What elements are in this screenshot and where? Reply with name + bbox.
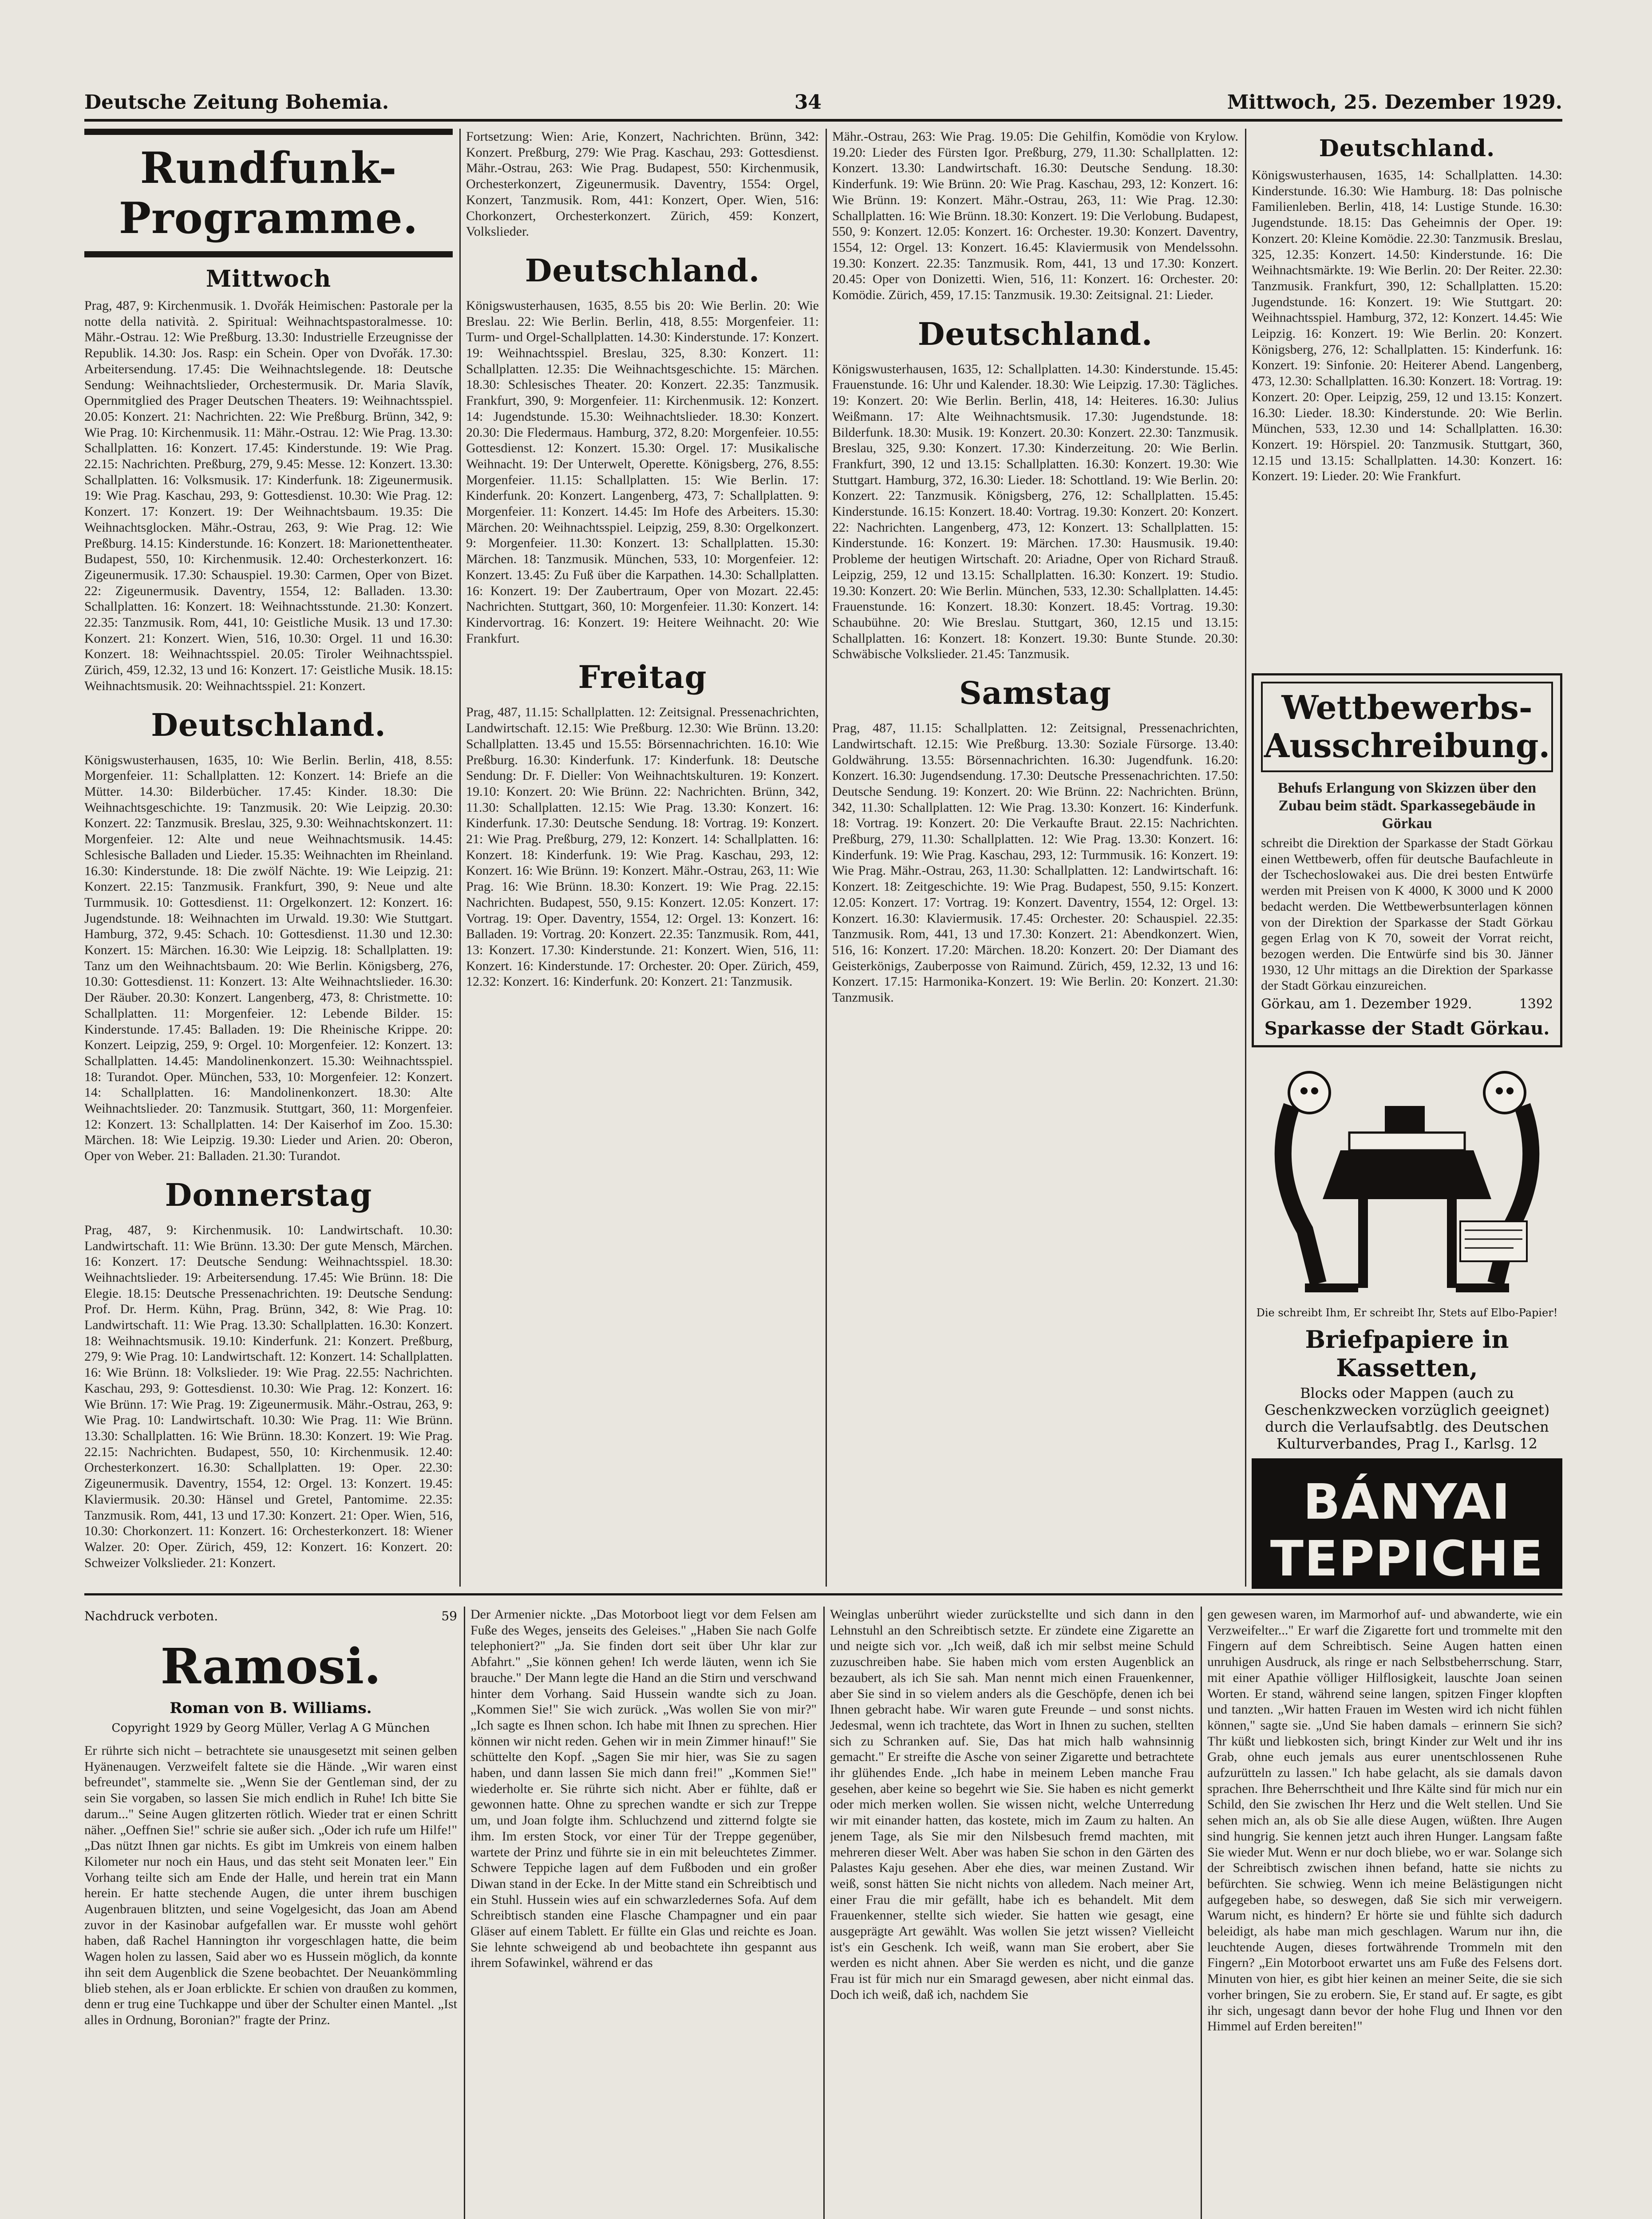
stationery-text: Blocks oder Mappen (auch zu Geschenkzwecken vorzüglich geeignet) durch die Verlaufsabtlg. des Deutschen Kulturverbandes, Prag I., Karlsg. 12 <box>1264 1385 1550 1453</box>
desk-figures-image <box>1252 1053 1562 1301</box>
header-rule <box>84 119 1562 122</box>
advertisement-subtitle: Behufs Erlangung von Skizzen über den Zubau beim städt. Sparkassegebäude in Görkau <box>1277 780 1537 832</box>
novel-copyright: Copyright 1929 by Georg Müller, Verlag A G München <box>111 1722 430 1735</box>
programme-banner: Rundfunk-Programme. <box>84 129 453 257</box>
column-divider <box>826 129 827 1587</box>
column-divider <box>1201 1607 1202 2219</box>
programme-text: Königswusterhausen, 1635, 10: Wie Berlin. Berlin, 418, 8.55: Morgenfeier. 11: Schallplatten. 12: Konzert. 14: Briefe an die Mütter. 14.30: Bilderbücher. 17.45: Kinder. 18.30: Die Weihnachtsgeschichte. 19: Tanzmusik. 20: Wie Leipzig. 20.30: Konzert. 22: Tanzmusik. Breslau, 325, 9.30: Weihnachtskonzert. 11: Morgenfeier. 12: Alte und neue Weihnachtsmusik. 14.45: Schlesische Balladen und Lieder. 15.35: Weihnachten im Rheinland. 16.30: Kinderstunde. 18: Die zwölf Nächte. 19: Wie Leipzig. 21: Konzert. 22.15: Tanzmusik. Frankfurt, 390, 9: Neue und alte Turmmusik. 10: Gottesdienst. 11: Orgelkonzert. 12: Konzert. 16: Jugendstunde. 18: Weihnachten im Urwald. 19.30: Wie Stuttgart. Hamburg, 372, 9.45: Schach. 10: Gottesdienst. 11.30 und 12.30: Konzert. 15: Märchen. 16.30: Wie Leipzig. 18: Schallplatten. 19: Tanz um den Weihnachtsbaum. 20: Wie Berlin. Königsberg, 276, 10.30: Gottesdienst. 11: Konzert. 13: Alte Weihnachtslieder. 16.30: Der Räuber. 20.30: Konzert. Langenberg, 473, 8: Christmette. 10: Schallplatten. 11: Morgenfeier. 12: Lebende Bilder. 15: Kinderstunde. 17.45: Balladen. 19: Die Rheinische Krippe. 20: Konzert. Leipzig, 259, 9: Orgel. 10: Morgenfeier. 12: Konzert. 13: Schallplatten. 14.45: Mandolinenkonzert. 15.30: Weihnachtsspiel. 18: Turandot. Oper. München, 533, 10: Morgenfeier. 12: Konzert. 14: Schallplatten. 16: Mandolinenkonzert. 18.30: Alte Weihnachtslieder. 20: Tanzmusik. Stuttgart, 360, 11: Morgenfeier. 12: Konzert. 13: Schallplatten. 14: Der Kaiserhof im Zoo. 15.30: Märchen. 18: Wie Leipzig. 19.30: Lieder und Arien. 20: Oberon, Oper von Weber. 21: Balladen. 21.30: Turandot. <box>84 752 453 1164</box>
novel-column-3 <box>830 1607 1194 2219</box>
programme-text: Prag, 487, 9: Kirchenmusik. 1. Dvořák Heimischen: Pastorale per la notte della natività. 2. Spiritual: Weihnachtspastoralmesse. 10: Mähr.-Ostrau. 12: Wie Preßburg. 13.30: Industrielle Erzeugnisse der Republik. 14.30: Jos. Rasp: ein Schein. Oper von Dvořák. 17.30: Arbeitersendung. 17.45: Die Weihnachtslegende. 18: Deutsche Sendung: Weihnachtslieder, Orchestermusik. Dr. Maria Slavík, Opernmitglied des Prager Deutschen Theaters. 19: Weihnachtsspiel. 20.05: Konzert. 21: Nachrichten. 22: Wie Preßburg. Brünn, 342, 9: Wie Prag. 10: Kirchenmusik. 11: Mähr.-Ostrau. 12: Wie Prag. 13.30: Schallplatten. 16: Konzert. 17.45: Kinderstunde. 19: Wie Prag. 22.15: Nachrichten. Preßburg, 279, 9.45: Messe. 12: Konzert. 13.30: Schallplatten. 16: Volksmusik. 17: Kinderfunk. 18: Zigeunermusik. 19: Wie Prag. Kaschau, 293, 9: Gottesdienst. 10.30: Wie Prag. 12: Konzert. 17: Konzert. 19: Der Weihnachtsbaum. 19.35: Die Weihnachtsglocken. Mähr.-Ostrau, 263, 9: Wie Prag. 12: Wie Preßburg. 14.15: Kinderstunde. 16: Konzert. 18: Marionettentheater. Budapest, 550, 10: Kirchenmusik. 12.40: Orchesterkonzert. 16: Zigeunermusik. 17.30: Schauspiel. 19.30: Carmen, Oper von Bizet. 22: Zigeunermusik. Daventry, 1554, 12: Balladen. 13.30: Schallplatten. 16: Konzert. 18: Weihnachtsstunde. 21.30: Konzert. 22.35: Tanzmusik. Rom, 441, 10: Geistliche Musik. 13 und 17.30: Konzert. 21: Konzert. Wien, 516, 10.30: Orgel. 11 und 16.30: Konzert. 18: Weihnachtsspiel. 20.05: Tiroler Weihnachtsspiel. Zürich, 459, 12.32, 13 und 16: Konzert. 17: Geistliche Musik. 18.15: Weihnachtsmusik. 20: Weihnachtsspiel. 21: Konzert. <box>84 298 453 693</box>
programme-column-2 <box>466 129 819 1589</box>
competition-advertisement <box>1252 673 1562 1047</box>
advertisement-body: schreibt die Direktion der Sparkasse der Stadt Görkau einen Wettbewerb, offen für deutsche Baufachleute in der Tschechoslowakei aus. Die drei besten Entwürfe werden mit Preisen von K 4000, K 3000 und K 2000 bedacht werden. Die Wettbewerbsunterlagen können von der Direktion der Sparkasse der Stadt Görkau gegen Erlag von K 70, soweit der Vorrat reicht, bezogen werden. Die Entwürfe sind bis 30. Jänner 1930, 12 Uhr mittags an die Direktion der Sparkasse der Stadt Görkau einzureichen. <box>1261 836 1553 993</box>
advertisement-place-date: Görkau, am 1. Dezember 1929. <box>1261 996 1472 1012</box>
programme-text: Mähr.-Ostrau, 263: Wie Prag. 19.05: Die Gehilfin, Komödie von Krylow. 19.20: Lieder des Fürsten Igor. Preßburg, 279, 11.30: Schallplatten. 12: Konzert. 13.30: Landwirtschaft. 16.30: Deutsche Sendung. 18.30: Kinderfunk. 19: Wie Brünn. 20: Wie Prag. Kaschau, 293, 12: Konzert. 16: Wie Brünn. 19: Konzert. Mähr.-Ostrau, 263, 11: Wie Prag. 12.30: Schallplatten. 16: Wie Brünn. 18.30: Konzert. 19: Die Verlobung. Budapest, 550, 9: Konzert. 12.05: Konzert. 16: Orchester. 19.30: Konzert. Daventry, 1554, 12: Orgel. 13: Konzert. 16.45: Klaviermusik von Mendelssohn. 19.30: Konzert. 22.35: Tanzmusik. Rom, 441, 13 und 17.30: Konzert. 20.45: Oper von Donizetti. Wien, 516, 11: Konzert. 16: Orchester. 20: Komödie. Zürich, 459, 17.15: Tanzmusik. 19.30: Zeitsignal. 21: Lieder. <box>832 129 1238 303</box>
programme-block <box>1252 167 1562 664</box>
page-number: 34 <box>794 91 822 114</box>
issue-date: Mittwoch, 25. Dezember 1929. <box>1227 91 1562 114</box>
programme-text: Prag, 487, 11.15: Schallplatten. 12: Zeitsignal, Pressenachrichten, Landwirtschaft. 12.15: Wie Preßburg. 13.30: Soziale Fürsorge. 13.40: Goldwährung. 13.55: Börsennachrichten. 16.30: Jugendfunk. 16.20: Konzert. 16.30: Jugendsendung. 17.30: Deutsche Pressenachrichten. 17.50: Deutsche Sendung. 19: Konzert. 20: Wie Brünn. 22: Nachrichten. Brünn, 342, 11.30: Schallplatten. 12: Wie Prag. 13.30: Konzert. 16: Kinderfunk. 18: Vortrag. 19: Konzert. 20: Die Verkaufte Braut. 22.15: Nachrichten. Preßburg, 279, 11.30: Schallplatten. 12: Wie Prag. 13.30: Konzert. 16: Kinderfunk. 19: Wie Prag. Kaschau, 293, 12: Turmmusik. 16: Konzert. 19: Wie Prag. Mähr.-Ostrau, 263, 11.30: Schallplatten. 12: Landwirtschaft. 16: Konzert. 18: Zeitgeschichte. 19: Wie Prag. Budapest, 550, 9.15: Konzert. 12.05: Konzert. 17: Vortrag. 19: Konzert. Daventry, 1554, 12: Orgel. 13: Konzert. 16.30: Klaviermusik. 17.45: Orchester. 20: Schauspiel. 22.35: Tanzmusik. Rom, 441, 13 und 17.30: Konzert. 21: Abendkonzert. Wien, 516, 16: Konzert. 17.20: Märchen. 18.20: Konzert. 20: Der Diamant des Geisterkönigs, Zauberposse von Raimund. Zürich, 459, 12.32, 13 und 16: Konzert. 17.15: Harmonika-Konzert. 19: Wie Berlin. 20: Konzert. 21.30: Tanzmusik. <box>832 721 1238 1005</box>
column-divider <box>464 1607 465 2219</box>
novel-title: Ramosi. <box>160 1638 381 1695</box>
programme-text: Königswusterhausen, 1635, 14: Schallplatten. 14.30: Kinderstunde. 16.30: Wie Hamburg. 18: Das polnische Familienleben. Berlin, 418, 14: Lustige Stunde. 16.30: Jugendstunde. 18.15: Das Geheimnis der Oper. 19: Konzert. 20: Kleine Komödie. 22.30: Tanzmusik. Breslau, 325, 12.35: Konzert. 14.50: Kinderstunde. 16: Die Weihnachtsmärkte. 19: Wie Berlin. 20: Der Reiter. 22.30: Tanzmusik. Frankfurt, 390, 12: Schallplatten. 15.20: Jugendstunde. 16: Konzert. 19: Wie Stuttgart. 20: Weihnachtsspiel. Hamburg, 372, 12: Konzert. 14.45: Wie Leipzig. 16: Konzert. 19: Wie Berlin. 20: Konzert. Königsberg, 276, 12: Schallplatten. 15: Kinderfunk. 16: Konzert. 19: Sinfonie. 20: Heiterer Abend. Langenberg, 473, 12.30: Schallplatten. 16.30: Konzert. 18: Vortrag. 19: Konzert. 20: Oper. Leipzig, 259, 12 und 13.15: Konzert. 16.30: Lieder. 18.30: Kinderstunde. 20: Wie Berlin. München, 533, 12.30 und 14: Schallplatten. 16.30: Konzert. 19: Hörspiel. 20: Tanzmusik. Stuttgart, 360, 12.15 und 13.15: Schallplatten. 14.30: Konzert. 16: Konzert. 19: Lieder. 20: Wie Frankfurt. <box>1252 168 1562 484</box>
country-heading: Deutschland. <box>151 706 386 743</box>
novel-column-4 <box>1207 1607 1562 2219</box>
advertisement-title: Wettbewerbs-Ausschreibung. <box>1261 682 1553 772</box>
programme-column-4 <box>1252 129 1562 1589</box>
novel-text: Er rührte sich nicht – betrachtete sie unausgesetzt mit seinen gelben Hyänenaugen. Verzweifelt faltete sie die Hände. „Wir waren einst befreundet", stammelte sie. „Wenn Sie der Gentleman sind, der zu sein Sie vorgaben, so lassen Sie mich endlich in Ruhe! Ich bitte Sie darum..." Seine Augen glitzerten rötlich. Wieder trat er einen Schritt näher. „Oeffnen Sie!" schrie sie außer sich. „Oder ich rufe um Hilfe!" „Das nützt Ihnen gar nichts. Es gibt im Umkreis von einem halben Kilometer nur noch ein Haus, und das steht seit Monaten leer." Ein Vorhang teilte sich am Ende der Halle, und herein trat ein Mann herein. Er hatte stechende Augen, die unter ihrem buschigen Augenbrauen blitzten, und seine Vogelgesicht, das Joan am Abend zuvor in der Kasinobar aufgefallen war. Er musste wohl gehört haben, daß Rachel Hannington ihr vorgeschlagen hatte, die beim Wagen holen zu lassen, Said aber wo es Hussein möglich, da konnte ihn seit dem Augenblick die Szene beobachtet. Der Neuankömmling blieb stehen, als er Joan erblickte. Er schien von draußen zu kommen, denn er trug eine Tuchkappe und über der Schulter einen Mantel. „Ist alles in Ordnung, Boronian?" fragte der Prinz. <box>84 1743 457 2027</box>
programme-text: Fortsetzung: Wien: Arie, Konzert, Nachrichten. Brünn, 342: Konzert. Preßburg, 279: Wie Prag. Kaschau, 293: Gottesdienst. Mähr.-Ostrau, 263: Wie Prag. Budapest, 550: Kirchenmusik, Orchesterkonzert, Zigeunermusik. Daventry, 1554: Orgel, Konzert, Tanzmusik. Rom, 441: Konzert, Oper. Wien, 516: Chorkonzert, Orchesterkonzert. Zürich, 459: Konzert, Volkslieder. <box>466 129 819 239</box>
stationery-title: Briefpapiere in Kassetten, <box>1305 1325 1509 1382</box>
advertisement-code: 1392 <box>1519 996 1553 1012</box>
advertisement-footer: Sparkasse der Stadt Görkau. <box>1264 1018 1550 1039</box>
stationery-caption: Die schreibt Ihm, Er schreibt Ihr, Stets auf Elbo-Papier! <box>1256 1307 1558 1319</box>
column-divider <box>1245 129 1246 1587</box>
day-heading-donnerstag: Donnerstag <box>165 1176 372 1213</box>
novel-author: Roman von B. Williams. <box>170 1699 372 1717</box>
installment-number: 59 <box>441 1609 457 1623</box>
programme-text: Königswusterhausen, 1635, 8.55 bis 20: Wie Berlin. 20: Wie Breslau. 22: Wie Berlin. Berlin, 418, 8.55: Morgenfeier. 11: Turm- und Orgel-Schallplatten. 14.30: Kinderstunde. 17: Konzert. 19: Weihnachtsspiel. Breslau, 325, 8.30: Konzert. 11: Schallplatten. 12.35: Die Weihnachtsgeschichte. 15: Märchen. 18.30: Schlesisches Theater. 20: Konzert. 22.35: Tanzmusik. Frankfurt, 390, 9: Morgenfeier. 11: Kirchenmusik. 12: Konzert. 14: Jugendstunde. 15.30: Weihnachtslieder. 18.30: Konzert. 20.30: Die Fledermaus. Hamburg, 372, 8.20: Morgenfeier. 10.55: Gottesdienst. 12: Konzert. 15.30: Orgel. 17: Musikalische Weihnacht. 19: Der Unterwelt, Operette. Königsberg, 276, 8.55: Morgenfeier. 11.15: Schallplatten. 15: Wie Berlin. 17: Kinderfunk. 20: Konzert. Langenberg, 473, 7: Schallplatten. 9: Morgenfeier. 11: Konzert. 14.45: Im Hofe des Arbeiters. 15.30: Märchen. 20: Weihnachtsspiel. Leipzig, 259, 8.30: Orgelkonzert. 9: Morgenfeier. 11.30: Konzert. 13: Schallplatten. 15.30: Märchen. 18: Tanzmusik. München, 533, 10: Morgenfeier. 12: Konzert. 13.45: Zu Fuß über die Karpathen. 14.30: Schallplatten. 16: Konzert. 19: Der Zaubertraum, Oper von Mozart. 22.45: Nachrichten. Stuttgart, 360, 10: Morgenfeier. 11.30: Konzert. 14: Kindervortrag. 16: Konzert. 19: Heitere Weihnacht. 20: Wie Frankfurt. <box>466 298 819 646</box>
carpet-advertisement <box>1252 1458 1562 1589</box>
country-heading: Deutschland. <box>1319 135 1495 162</box>
programme-column-1 <box>84 129 453 1589</box>
novel-text: gen gewesen waren, im Marmorhof auf- und abwanderte, wie ein Verzweifelter..." Er warf die Zigarette fort und trommelte mit den Fingern auf dem Schreibtisch. Seine Augen hatten einen unruhigen Ausdruck, als ringe er nach Selbstbeherrschung. Starr, mit einer Apathie völliger Hilflosigkeit, lauschte Joan seinen Worten. Er stand, während seine langen, spitzen Finger klopften und tanzten. „Wir hatten Frauen im Westen wird ich nicht fühlen können," sagte sie. „Und Sie haben damals – erinnern Sie sich? Thr küßt und liebkosten sich, bringt Kinder zur Welt und ihr ins Grab, ohne euch jemals aus eurer unentschlossenen Ruhe aufzurütteln zu lassen." Ich habe gelacht, als sie damals davon sprachen. Ihre Beherrschtheit und Ihre Kälte sind für mich nur ein Schild, den Sie zwischen Ihr Herz und die Welt stellen. Und Sie sehen mich an, als ob Sie alle diese Augen, wüßten. Ihre Augen sind hungrig. Sie kennen jetzt auch ihren Hunger. Langsam faßte Sie wieder Mut. Wenn er nur doch bliebe, wo er war. Solange sich der Schreibtisch zwischen ihnen befand, hatte sie nichts zu befürchten. Sie schwieg. Wenn ich meine Belästigungen nicht aufgegeben habe, so deswegen, daß Sie sich mir verweigern. Warum nicht, es hindern? Er hörte sie und fühlte sich dadurch beleidigt, als habe man mich geschlagen. Warum nur ihn, die leuchtende Augen, dieses fortwährende Trommeln mit den Fingern? „Ein Motorboot erwartet uns am Fuße des Felsens dort. Minuten von hier, es gibt hier keinen an meiner Seite, die sie sich vorher bringen, Sie zu erobern. Sie, Er stand auf. Er sagte, es gibt ihr sich, ungesagt dann bevor der hohe Flug und Ihnen vor den Himmel auf Erden bereiten!" <box>1207 1607 1562 2034</box>
novel-column-1 <box>84 1629 457 2219</box>
programme-text: Königswusterhausen, 1635, 12: Schallplatten. 14.30: Kinderstunde. 15.45: Frauenstunde. 16: Uhr und Kalender. 18.30: Wie Leipzig. 17.30: Tägliches. 19: Konzert. 20: Wie Berlin. Berlin, 418, 14: Heiteres. 16.30: Julius Weißmann. 17: Alte Weihnachtsmusik. 17.30: Jugendstunde. 18: Bilderfunk. 18.30: Musik. 19: Konzert. 20.30: Konzert. 22.30: Tanzmusik. Breslau, 325, 9.30: Konzert. 17.30: Kinderzeitung. 20: Wie Berlin. Frankfurt, 390, 12 und 13.15: Schallplatten. 16.30: Konzert. 19.30: Wie Stuttgart. Hamburg, 372, 16.30: Lieder. 18: Schottland. 19: Wie Berlin. 20: Konzert. 22: Tanzmusik. Königsberg, 276, 12: Schallplatten. 15.45: Kinderstunde. 16.15: Konzert. 18.40: Vortrag. 19.30: Konzert. 20: Konzert. 22: Nachrichten. Langenberg, 473, 12: Konzert. 13: Schallplatten. 15: Kinderstunde. 16: Konzert. 19: Märchen. 17.30: Hausmusik. 19.40: Probleme der heutigen Wirtschaft. 20: Ariadne, Oper von Richard Strauß. Leipzig, 259, 12 und 13.15: Schallplatten. 16.30: Konzert. 19: Studio. 19.30: Konzert. 20: Wie Berlin. München, 533, 12.30: Schallplatten. 14.45: Frauenstunde. 16: Konzert. 18.30: Konzert. 18.45: Vortrag. 19.30: Schaubühne. 20: Wie Breslau. Stuttgart, 360, 12.15 und 13.15: Schallplatten. 16: Konzert. 18: Konzert. 19.30: Bunte Stunde. 20.30: Schwäbische Volkslieder. 21.45: Tanzmusik. <box>832 361 1238 662</box>
novel-text: Der Armenier nickte. „Das Motorboot liegt vor dem Felsen am Fuße des Weges, jenseits des Geleises." „Haben Sie nach Golfe telephoniert?" „Ja. Sie finden dort seit über Uhr klar zur Abfahrt." „Sie können gehen! Ich werde läuten, wenn ich Sie brauche." Der Mann legte die Hand an die Stirn und verschwand hinter dem Vorhang. Said Hussein wandte sich zu Joan. „Kommen Sie!" Sie wich zurück. „Was wollen Sie von mir?" „Ich sagte es Ihnen schon. Ich habe mit Ihnen zu sprechen. Hier können wir nicht reden. Gehen wir in mein Zimmer hinauf!" Sie schüttelte den Kopf. „Sagen Sie mir hier, was Sie zu sagen haben, und dann lassen Sie mich dann frei!" „Kommen Sie!" wiederholte er. Sie rührte sich nicht. Aber er fühlte, daß er gewonnen hatte. Ohne zu sprechen wandte er sich zur Treppe um, und Joan folgte ihm. Schluchzend und zitternd folgte sie ihm. Im ersten Stock, vor einer Tür der Treppe gegenüber, wartete der Prinz und führte sie in ein mit beleuchtetes Zimmer. Schwere Teppiche lagen auf dem Fußboden und ein großer Diwan stand in der Ecke. In der Mitte stand ein Schreibtisch und ein Stuhl. Hussein wies auf ein schwarzledernes Sofa. Auf dem Schreibtisch standen eine Flasche Champagner und ein paar Gläser auf einem Tablett. Er füllte ein Glas und reichte es Joan. Sie lehnte schweigend ab und beobachtete ihn gespannt aus ihrem Sofawinkel, während er das <box>470 1607 817 1970</box>
programme-text: Prag, 487, 11.15: Schallplatten. 12: Zeitsignal. Pressenachrichten, Landwirtschaft. 12.15: Wie Preßburg. 12.30: Wie Brünn. 13.20: Schallplatten. 13.45 und 15.55: Börsennachrichten. 16.10: Wie Preßburg. 16.30: Kinderfunk. 17: Kinderfunk. 18: Deutsche Sendung: Dr. F. Dieller: Von Weihnachtskulturen. 19: Konzert. 19.10: Konzert. 20: Wie Brünn. 22: Nachrichten. Brünn, 342, 11.30: Schallplatten. 12.15: Wie Prag. 13.30: Konzert. 16: Kinderfunk. 17.30: Deutsche Sendung. 18: Vortrag. 19: Konzert. 21: Wie Prag. Preßburg, 279, 12: Konzert. 14: Schallplatten. 16: Konzert. 18: Kinderfunk. 19: Wie Prag. Kaschau, 293, 12: Konzert. 16: Wie Brünn. 19: Konzert. Mähr.-Ostrau, 263, 11: Wie Prag. 16: Wie Brünn. 18.30: Konzert. 19: Wie Prag. 22.15: Nachrichten. Budapest, 550, 9.15: Konzert. 12.05: Konzert. 17: Vortrag. 19: Oper. Daventry, 1554, 12: Orgel. 13: Konzert. 16: Balladen. 19: Vortrag. 20: Konzert. 22.35: Tanzmusik. Rom, 441, 13: Konzert. 17.30: Kinderstunde. 21: Konzert. Wien, 516, 11: Konzert. 16: Kinderstunde. 17: Orchester. 20: Oper. Zürich, 459, 12.32: Konzert. 16: Kinderfunk. 20: Konzert. 21: Tanzmusik. <box>466 705 819 989</box>
day-heading-freitag: Freitag <box>578 659 707 696</box>
reprint-notice: Nachdruck verboten. <box>84 1609 218 1623</box>
carpet-ad-title: BÁNYAI TEPPICHE <box>1270 1473 1544 1587</box>
novel-header <box>84 1609 457 1623</box>
column-divider <box>823 1607 825 2219</box>
country-heading: Deutschland. <box>525 252 760 289</box>
column-divider <box>459 129 461 1587</box>
programme-column-3 <box>832 129 1238 1589</box>
programme-text: Prag, 487, 9: Kirchenmusik. 10: Landwirtschaft. 10.30: Landwirtschaft. 11: Wie Brünn. 13.30: Der gute Mensch, Märchen. 16: Konzert. 17: Deutsche Sendung: Weihnachtsspiel. 18.30: Weihnachtslieder. 19: Arbeitersendung. 17.45: Wie Brünn. 18: Die Elegie. 18.15: Deutsche Pressenachrichten. 19: Deutsche Sendung: Prof. Dr. Herm. Kühn, Prag. Brünn, 342, 8: Wie Prag. 10: Landwirtschaft. 11: Wie Prag. 13.30: Schallplatten. 16.30: Konzert. 18: Weihnachtsmusik. 19.10: Kinderfunk. 21: Konzert. Preßburg, 279, 9: Wie Prag. 10: Landwirtschaft. 12: Konzert. 14: Schallplatten. 16: Wie Brünn. 18: Volkslieder. 19: Wie Prag. 22.55: Nachrichten. Kaschau, 293, 9: Gottesdienst. 10.30: Wie Prag. 12: Konzert. 16: Wie Brünn. 17: Wie Prag. 19: Zigeunermusik. Mähr.-Ostrau, 263, 9: Wie Prag. 10: Landwirtschaft. 10.30: Wie Prag. 11: Wie Brünn. 13.30: Schallplatten. 16: Wie Brünn. 18.30: Konzert. 19: Wie Prag. 22.15: Nachrichten. Budapest, 550, 10: Kirchenmusik. 12.40: Orchesterkonzert. 16.30: Schallplatten. 19: Oper. 22.30: Zigeunermusik. Daventry, 1554, 12: Orgel. 13: Konzert. 19.45: Klaviermusik. 20.30: Hänsel und Gretel, Pantomime. 22.35: Tanzmusik. Rom, 441, 13 und 17.30: Konzert. 21: Oper. Wien, 516, 10.30: Chorkonzert. 11: Konzert. 16: Orchesterkonzert. 18: Wiener Walzer. 20: Oper. Zürich, 459, 12: Konzert. 16: Konzert. 20: Schweizer Volkslieder. 21: Konzert. <box>84 1222 453 1570</box>
stationery-illustration <box>1252 1053 1562 1301</box>
day-heading-mittwoch: Mittwoch <box>206 265 332 292</box>
novel-column-2 <box>470 1607 817 2219</box>
novel-text: Weinglas unberührt wieder zurückstellte und sich dann in den Lehnstuhl an den Schreibtisch setzte. Er zündete eine Zigarette an und neigte sich vor. „Ich weiß, daß ich mir selbst meine Schuld zuzuschreiben habe. Sie haben mich vom ersten Augenblick an bezaubert, als ich Sie sah. Man nennt mich einen Frauenkenner, aber Sie sind in so vielem anders als die Geschöpfe, denen ich bei Ihnen gebracht habe. Wir waren gute Freunde – und sonst nichts. Jedesmal, wenn ich trachtete, das Wort in Ihnen zu suchen, stellten sich zu Schranken auf. Sie, Das hat mich halb wahnsinnig gemacht." Er streifte die Asche von seiner Zigarette und betrachtete ihr glühendes Ende. „Ich habe in meinem Leben manche Frau gesehen, aber keine so begehrt wie Sie. Sie haben es nicht gemerkt oder mich merken wollen. Sie wissen nicht, welche Unterredung wir mit einander hatten, das kostete, mich im Zaum zu halten. An jenem Tage, als Sie mir den Nilsbesuch fremd machten, mit mehreren dieser Welt. Aber was haben Sie schon in den Gärten des Palastes Kaju gesehen. Aber ehe dies, war meinen Zustand. Wir weiß, sonst hätten Sie nicht nichts von alledem. Nach meiner Art, einer Frau die mir gefällt, habe ich es behandelt. Mit dem Frauenkenner, stellte sich wieder. Sie hatten wie gesagt, eine ausgeprägte Art gewählt. Was wollen Sie jetzt wissen? Vielleicht ist's ein Geschenk. Ich weiß, wann man Sie erobert, aber Sie werden es nicht ahnen. Aber Sie werden es nicht, und die ganze Frau ist für mich nur ein Smaragd gewesen, aber nicht einmal das. Doch ich weiß, daß ich, nachdem Sie <box>830 1607 1194 2002</box>
day-heading-samstag: Samstag <box>959 675 1112 712</box>
newspaper-name: Deutsche Zeitung Bohemia. <box>84 91 389 114</box>
section-rule <box>84 1593 1562 1595</box>
country-heading: Deutschland. <box>917 315 1153 352</box>
page-header <box>84 89 1562 115</box>
